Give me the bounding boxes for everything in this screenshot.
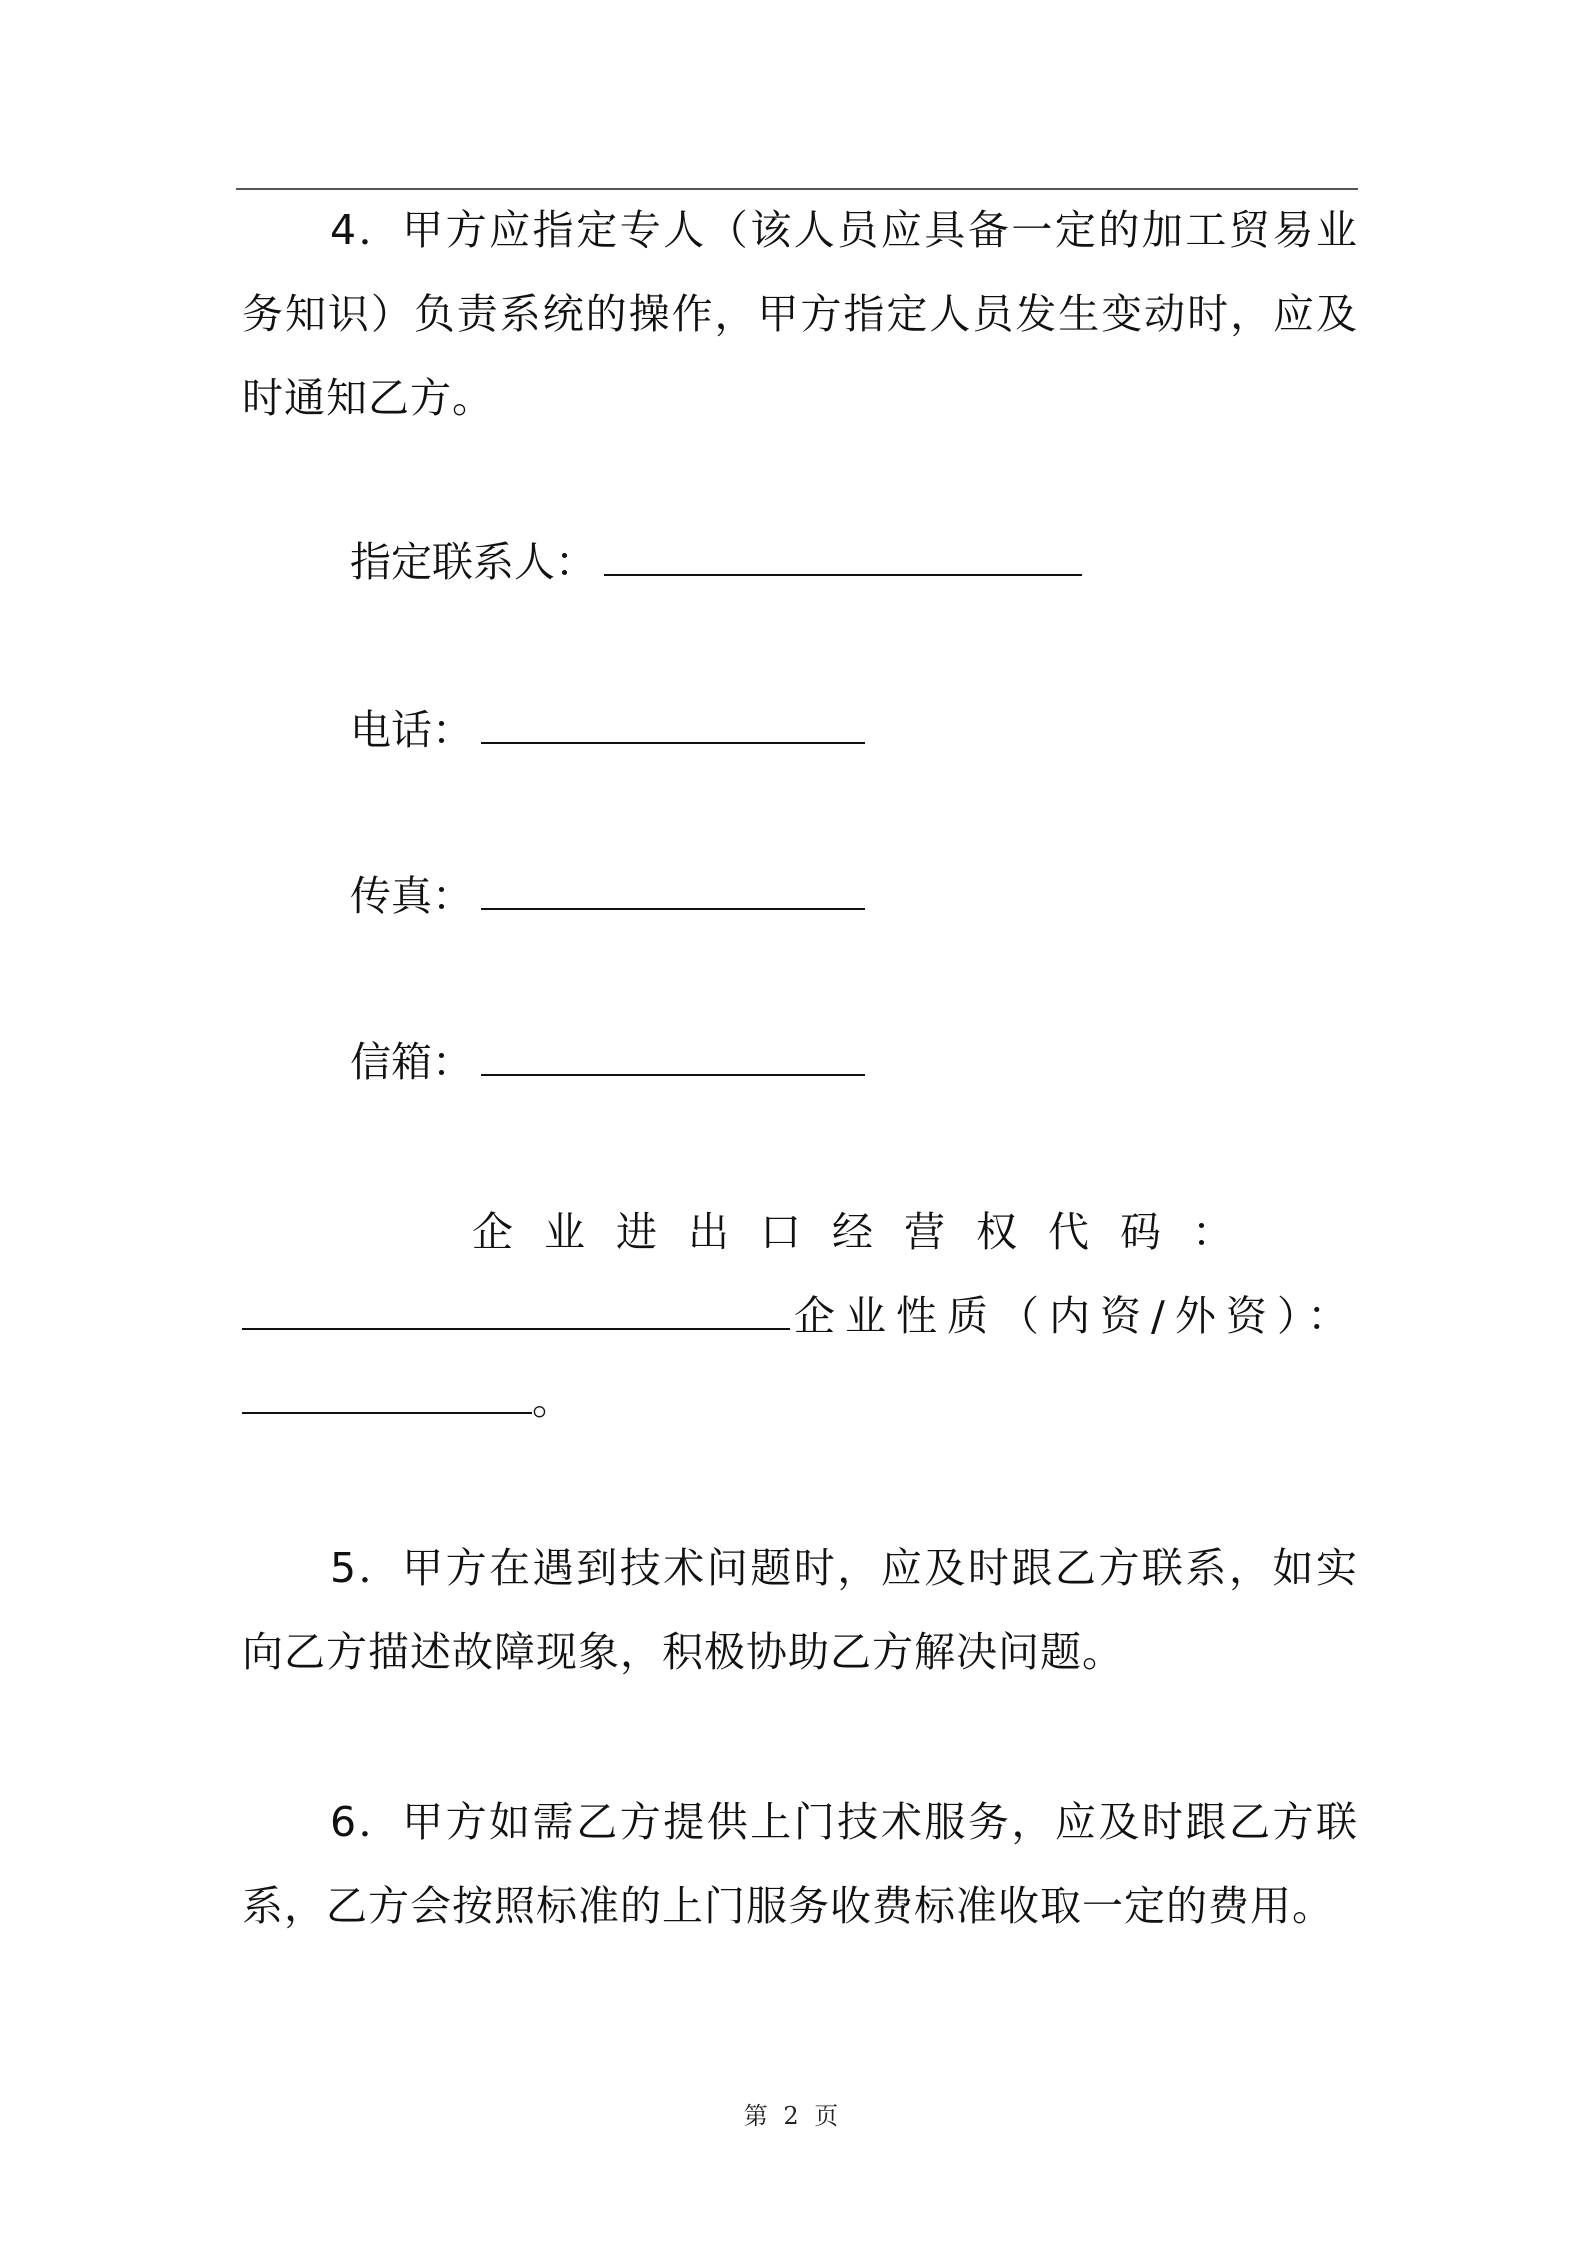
- clause-4: 4．甲方应指定专人（该人员应具备一定的加工贸易业务知识）负责系统的操作，甲方指定人员发生变动时，应及时通知乙方。: [242, 206, 1358, 422]
- trade-code-line: [242, 1274, 1358, 1358]
- fax-blank: [481, 904, 865, 910]
- enterprise-nature-blank: [242, 1408, 532, 1414]
- trade-code-label: 企业进出口经营权代码：: [472, 1208, 1264, 1256]
- clause-6: 6．甲方如需乙方提供上门技术服务，应及时跟乙方联系，乙方会按照标准的上门服务收费标准收取一定的费用。: [242, 1798, 1358, 1930]
- clause-5: 5．甲方在遇到技术问题时，应及时跟乙方联系，如实向乙方描述故障现象，积极协助乙方解决问题。: [242, 1544, 1358, 1676]
- phone-field: [350, 700, 865, 760]
- email-field: [350, 1032, 865, 1092]
- trade-code-blank: [242, 1324, 790, 1330]
- phone-blank: [481, 738, 865, 744]
- fax-label: 传真：: [350, 872, 473, 920]
- email-blank: [481, 1070, 865, 1076]
- enterprise-nature-line: [242, 1358, 1358, 1442]
- enterprise-info-block: [242, 1190, 1358, 1442]
- fax-field: [350, 866, 865, 926]
- enterprise-nature-label: 企业性质（内资/外资）：: [794, 1292, 1359, 1340]
- end-mark: 。: [532, 1376, 573, 1424]
- contact-person-field: [350, 532, 1082, 592]
- email-label: 信箱：: [350, 1038, 473, 1086]
- phone-label: 电话：: [350, 706, 473, 754]
- contact-person-label: 指定联系人：: [350, 538, 596, 586]
- page-number: 第 2 页: [743, 2102, 843, 2130]
- contact-person-blank: [604, 570, 1082, 576]
